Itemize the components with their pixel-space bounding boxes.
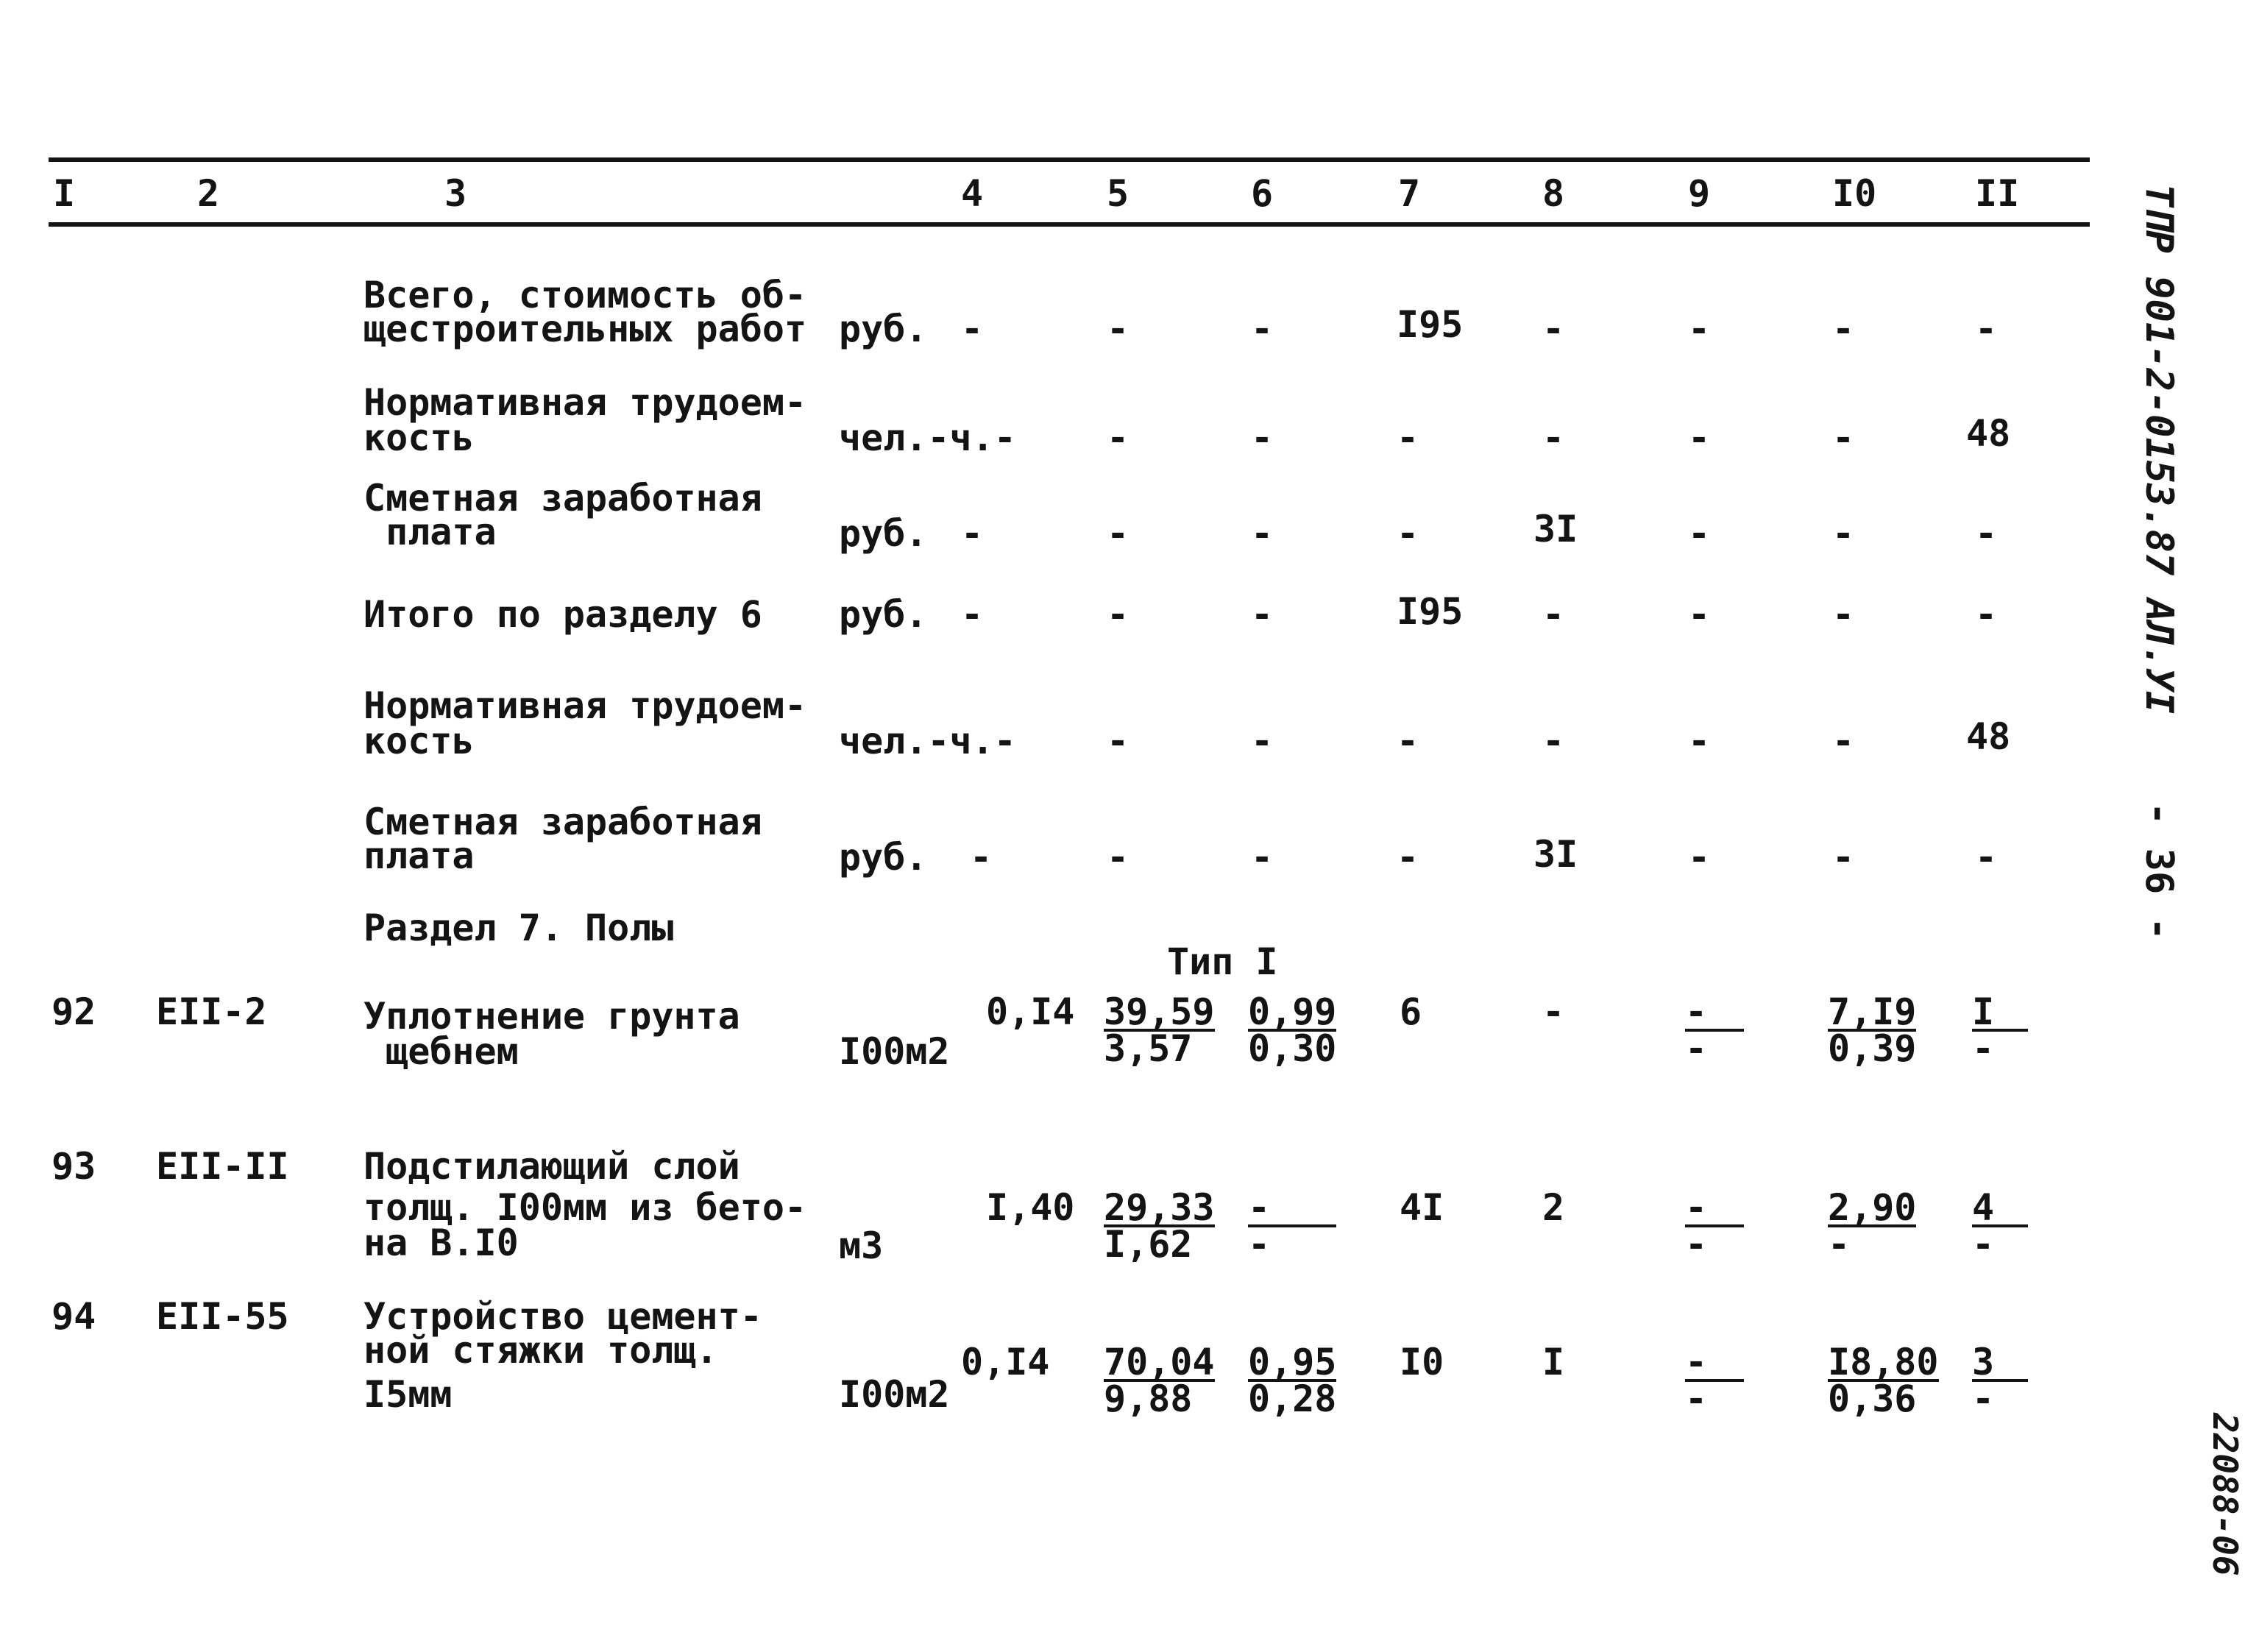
- item-machine-den: -: [1248, 1223, 1271, 1266]
- item-col7: 4I: [1400, 1186, 1444, 1229]
- item-name-line: ной стяжки толщ.: [364, 1329, 718, 1372]
- item-quantity: 0,I4: [986, 990, 1075, 1033]
- item-name-line: I5мм: [364, 1373, 453, 1416]
- item-col11-den: -: [1972, 1378, 1995, 1420]
- summary-value: -: [1542, 308, 1565, 350]
- summary-value: -: [1688, 720, 1711, 762]
- summary-unit: руб.: [839, 512, 928, 555]
- item-col9-den: -: [1685, 1223, 1708, 1266]
- item-col11-den: -: [1972, 1027, 1995, 1070]
- summary-value: -: [1397, 512, 1419, 555]
- item-col9-fraction: [1685, 1186, 1744, 1266]
- summary-value: -: [1975, 512, 1998, 555]
- summary-name-line: плата: [364, 834, 475, 877]
- item-machine-fraction: [1248, 1186, 1336, 1266]
- summary-value: -: [1397, 836, 1419, 879]
- summary-value: -: [1832, 836, 1855, 879]
- summary-unit: руб.: [839, 836, 928, 879]
- item-price-fraction: [1104, 1341, 1215, 1420]
- item-col10-den: -: [1828, 1223, 1851, 1266]
- summary-value: -: [1975, 308, 1998, 350]
- item-col10-num: 2,90: [1828, 1186, 1917, 1229]
- section-title: Раздел 7. Полы: [364, 907, 674, 949]
- summary-value: -: [1832, 720, 1855, 762]
- item-quantity: I,40: [986, 1186, 1075, 1229]
- col-header-1: I: [53, 172, 76, 215]
- type-label: Тип I: [1167, 940, 1278, 983]
- item-col10-den: 0,39: [1828, 1027, 1917, 1070]
- summary-unit: руб.: [839, 593, 928, 636]
- summary-value: 48: [1966, 715, 2011, 758]
- item-col10-num: I8,80: [1828, 1341, 1939, 1383]
- item-code: EII-II: [156, 1145, 289, 1188]
- item-col9-num: -: [1685, 1345, 1744, 1382]
- item-name-line: Уплотнение грунта: [364, 995, 740, 1038]
- item-col11-fraction: [1972, 1186, 2028, 1266]
- summary-unit: чел.-ч.-: [839, 720, 1016, 762]
- summary-value: -: [1688, 593, 1711, 636]
- summary-value: 3I: [1533, 508, 1578, 550]
- summary-value: -: [1542, 416, 1565, 459]
- item-machine-num: -: [1248, 1191, 1336, 1227]
- summary-value: I95: [1397, 303, 1464, 346]
- item-price-wage: I,62: [1104, 1223, 1193, 1266]
- item-number: 94: [52, 1295, 96, 1338]
- summary-value: -: [1542, 593, 1565, 636]
- summary-value: -: [1397, 416, 1419, 459]
- item-col11-num: 3: [1972, 1345, 2028, 1382]
- item-col8: 2: [1542, 1186, 1565, 1229]
- item-name-line: на В.I0: [364, 1222, 519, 1264]
- item-unit: I00м2: [839, 1030, 950, 1073]
- item-code: EII-2: [156, 990, 267, 1033]
- item-unit: м3: [839, 1224, 884, 1267]
- col-header-2: 2: [197, 172, 220, 215]
- col-header-8: 8: [1542, 172, 1565, 215]
- summary-value: -: [1832, 308, 1855, 350]
- summary-value: -: [1251, 416, 1274, 459]
- item-col11-fraction: [1972, 1341, 2028, 1420]
- item-quantity: 0,I4: [961, 1341, 1050, 1383]
- summary-value: -: [1107, 836, 1130, 879]
- summary-name-line: Сметная заработная: [364, 801, 762, 843]
- item-price-total: 39,59: [1104, 990, 1215, 1033]
- item-machine-num: 0,99: [1248, 990, 1337, 1033]
- summary-value: 48: [1966, 412, 2011, 455]
- summary-value: -: [1688, 416, 1711, 459]
- item-col10-fraction: [1828, 1341, 1939, 1420]
- item-price-wage: 3,57: [1104, 1027, 1193, 1070]
- item-col10-fraction: [1828, 990, 1917, 1070]
- item-price-wage: 9,88: [1104, 1378, 1193, 1420]
- summary-value: -: [1688, 512, 1711, 555]
- item-col9-den: -: [1685, 1027, 1708, 1070]
- item-machine-fraction: [1248, 990, 1337, 1070]
- item-machine-num: 0,95: [1248, 1341, 1337, 1383]
- summary-name-line: Нормативная трудоем-: [364, 684, 807, 727]
- item-col11-fraction: [1972, 990, 2028, 1070]
- summary-value: -: [1251, 308, 1274, 350]
- summary-value: -: [1688, 836, 1711, 879]
- item-name-line: толщ. I00мм из бето-: [364, 1186, 807, 1229]
- item-name-line: щебнем: [364, 1030, 519, 1073]
- item-col11-num: 4: [1972, 1191, 2028, 1227]
- summary-value: -: [1107, 593, 1130, 636]
- summary-value: -: [961, 593, 984, 636]
- summary-value: -: [1251, 720, 1274, 762]
- item-machine-fraction: [1248, 1341, 1337, 1420]
- col-header-6: 6: [1251, 172, 1274, 215]
- item-name-line: Подстилающий слой: [364, 1145, 740, 1188]
- item-col10-den: 0,36: [1828, 1378, 1917, 1420]
- col-header-4: 4: [961, 172, 984, 215]
- summary-value: -: [1542, 720, 1565, 762]
- item-col11-num: I: [1972, 995, 2028, 1032]
- summary-name-line: Всего, стоимость об-: [364, 274, 807, 316]
- summary-value: -: [1251, 593, 1274, 636]
- item-price-fraction: [1104, 990, 1215, 1070]
- summary-value: -: [1251, 836, 1274, 879]
- summary-value: -: [1107, 512, 1130, 555]
- summary-value: -: [961, 308, 984, 350]
- page-number: - 36 -: [2137, 802, 2181, 940]
- summary-name-line: Сметная заработная: [364, 477, 762, 520]
- item-price-total: 70,04: [1104, 1341, 1215, 1383]
- item-col7: 6: [1400, 990, 1422, 1033]
- summary-name-line: кость: [364, 720, 475, 762]
- summary-value: -: [961, 512, 984, 555]
- col-header-9: 9: [1688, 172, 1711, 215]
- item-name-line: Устройство цемент-: [364, 1295, 762, 1338]
- col-header-11: II: [1975, 172, 2020, 215]
- col-header-3: 3: [444, 172, 467, 215]
- summary-value: 3I: [1533, 833, 1578, 876]
- summary-value: -: [1397, 720, 1419, 762]
- summary-value: -: [1832, 512, 1855, 555]
- top-rule: [49, 157, 2090, 162]
- item-price-fraction: [1104, 1186, 1215, 1266]
- summary-name-line: плата: [364, 511, 497, 553]
- summary-value: -: [1107, 416, 1130, 459]
- summary-value: -: [1975, 593, 1998, 636]
- header-bottom-rule: [49, 222, 2090, 227]
- col-header-5: 5: [1107, 172, 1130, 215]
- col-header-7: 7: [1398, 172, 1421, 215]
- summary-value: -: [1251, 512, 1274, 555]
- summary-value: -: [1832, 416, 1855, 459]
- archive-stamp: 22088-06: [2205, 1413, 2245, 1576]
- item-col11-den: -: [1972, 1223, 1995, 1266]
- item-col8: I: [1542, 1341, 1565, 1383]
- summary-name-line: щестроительных работ: [364, 308, 807, 350]
- item-number: 92: [52, 990, 96, 1033]
- item-machine-den: 0,28: [1248, 1378, 1337, 1420]
- summary-value: -: [1688, 308, 1711, 350]
- summary-value: I95: [1397, 590, 1464, 633]
- item-unit: I00м2: [839, 1373, 950, 1416]
- item-col7: I0: [1400, 1341, 1444, 1383]
- col-header-10: I0: [1832, 172, 1877, 215]
- item-col10-num: 7,I9: [1828, 990, 1917, 1033]
- summary-name-line: Нормативная трудоем-: [364, 381, 807, 424]
- summary-unit: чел.-ч.-: [839, 416, 1016, 459]
- item-col8: -: [1542, 990, 1565, 1033]
- summary-name-line: кость: [364, 416, 475, 459]
- item-price-total: 29,33: [1104, 1186, 1215, 1229]
- summary-value: -: [1107, 720, 1130, 762]
- summary-value: -: [970, 836, 993, 879]
- document-code: ТПР 901-2-0153.87 АЛ.УI: [2137, 184, 2181, 715]
- item-machine-den: 0,30: [1248, 1027, 1337, 1070]
- item-col9-den: -: [1685, 1378, 1708, 1420]
- item-col9-fraction: [1685, 990, 1744, 1070]
- summary-value: -: [1107, 308, 1130, 350]
- item-col9-num: -: [1685, 995, 1744, 1032]
- summary-unit: руб.: [839, 308, 928, 350]
- item-col10-fraction: [1828, 1186, 1917, 1266]
- summary-value: -: [1975, 836, 1998, 879]
- summary-name-line: Итого по разделу 6: [364, 593, 762, 636]
- item-col9-fraction: [1685, 1341, 1744, 1420]
- item-col9-num: -: [1685, 1191, 1744, 1227]
- item-code: EII-55: [156, 1295, 289, 1338]
- summary-value: -: [1832, 593, 1855, 636]
- item-number: 93: [52, 1145, 96, 1188]
